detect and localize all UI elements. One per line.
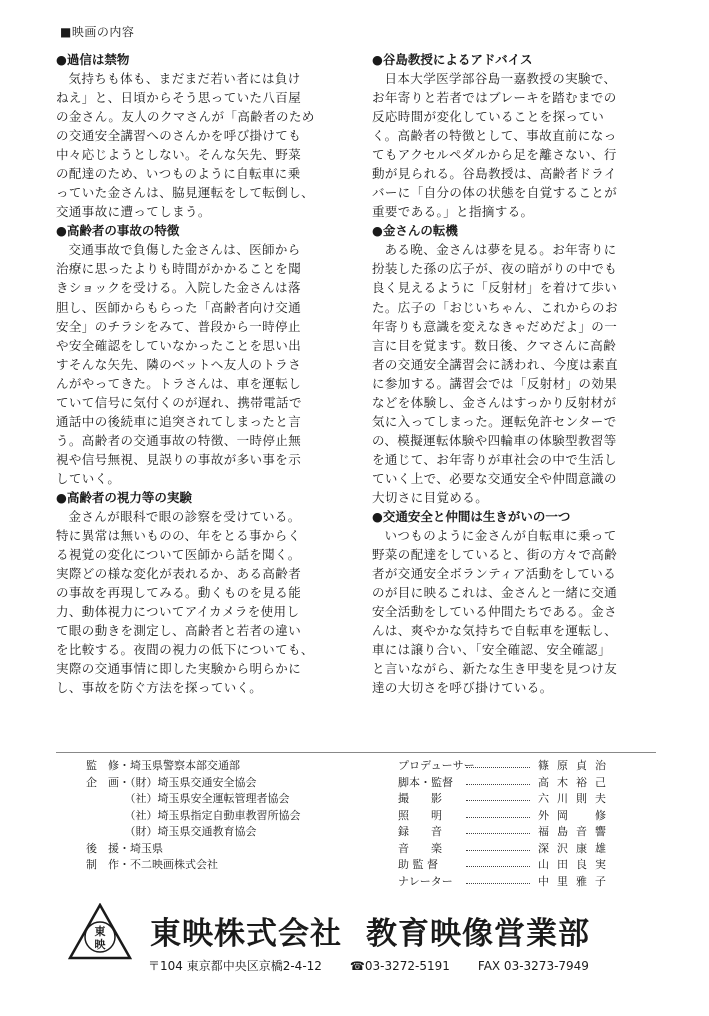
leader-dots <box>466 841 530 851</box>
staff-name: 深沢康雄 <box>538 841 614 855</box>
staff-row <box>398 758 614 775</box>
section-elderly-accident-features <box>56 221 356 488</box>
staff-name: 外岡 修 <box>538 808 614 822</box>
left-column <box>56 50 356 697</box>
leader-dots <box>466 808 530 818</box>
staff-name: 山田良実 <box>538 858 614 871</box>
company-banner <box>150 908 590 953</box>
credit-line: 後 援・埼玉県 <box>86 841 163 855</box>
credits-organizations <box>86 758 301 874</box>
leader-dots <box>466 791 530 801</box>
svg-text:東: 東 <box>94 925 106 938</box>
section-overconfidence <box>56 50 356 221</box>
staff-role: 助 監 督 <box>398 858 438 871</box>
contact-line <box>148 957 617 974</box>
staff-row <box>398 791 614 808</box>
section-safety-and-friends <box>372 507 678 697</box>
section-heading: ●交通安全と仲間は生きがいの一つ <box>372 509 571 525</box>
leader-dots <box>466 775 530 785</box>
credit-line: （財）埼玉県交通教育協会 <box>86 825 257 838</box>
credit-line: 企 画・（財）埼玉県交通安全協会 <box>86 775 257 789</box>
page-heading: ■映画の内容 <box>60 25 135 39</box>
staff-role: 脚本・監督 <box>398 775 453 789</box>
phone-number: ☎03-3272-5191 <box>349 959 450 973</box>
section-body: いつものように金さんが自転車に乗って 野菜の配達をしていると、街の方々で高齢 者が交通安全ボランティア活動をしている のが目に映るこれは、金さんと一緒に交通 安全活動をしている仲間たちである。金さ んは、爽やかな気持ちで自転車を運転し、 車には譲り合い、「安全確認、安全確認」 と言いながら、新たな生き甲斐を見つけ友 達の大切さを呼び掛けている。 <box>372 528 618 696</box>
right-column <box>372 50 678 697</box>
leader-dots <box>466 758 530 768</box>
fax-number: FAX 03-3273-7949 <box>477 959 589 973</box>
leader-dots <box>466 857 530 867</box>
section-professor-advice <box>372 50 678 221</box>
toei-logo <box>68 903 132 961</box>
staff-row <box>398 824 614 841</box>
section-body: ある晩、金さんは夢を見る。お年寄りに 扮装した孫の広子が、夜の暗がりの中でも 良く見えるように「反射材」を着けて歩い た。広子の「おじいちゃん、これからのお 年寄りも意識を変えなきゃだめだよ」の一 言に目を覚ます。数日後、クマさんに高齢 者の交通安全講習会に誘われ、今度は素直 に参加する。講習会では「反射材」の効果 などを体験し、金さんはすっかり反射材が 気に入ってしまった。運転免許センターで の、模擬運転体験や四輪車の体験型教習等 を通じて、お年寄りが車社会の中で生活し ていく上で、必要な交通安全や仲間意識の 大切さに目覚める。 <box>372 242 618 505</box>
leader-dots <box>466 874 530 884</box>
section-body: 日本大学医学部谷島一嘉教授の実験で、 お年寄りと若者ではブレーキを踏むまでの 反応時間が変化していることを探ってい く。高齢者の特徴として、事故直前になっ てもアクセルペダルから足を離さない、行 動が見られる。谷島教授は、高齢者ドライ バーに「自分の体の状態を自覚することが 重要である。」と指摘する。 <box>372 71 618 220</box>
section-heading: ●過信は禁物 <box>56 52 130 67</box>
staff-role: プロデューサー <box>398 759 475 772</box>
staff-role: ナレーター <box>398 874 453 888</box>
credit-line: （社）埼玉県安全運転管理者協会 <box>86 792 290 805</box>
staff-row <box>398 808 614 825</box>
section-heading: ●金さんの転機 <box>372 223 458 239</box>
staff-name: 六川則夫 <box>538 792 614 805</box>
leader-dots <box>466 824 530 834</box>
staff-name: 福島音響 <box>538 825 614 838</box>
staff-row <box>398 775 614 792</box>
staff-row <box>398 874 614 891</box>
staff-role: 録 音 <box>398 825 442 838</box>
credit-line: （社）埼玉県指定自動車教習所協会 <box>86 808 301 822</box>
section-body: 交通事故で負傷した金さんは、医師から 治療に思ったよりも時間がかかることを聞 きショックを受ける。入院した金さんは落 胆し、医師からもらった「高齢者向け交通 安全」のチラシをみて、普段から一時停止 や安全確認をしていなかったことを思い出 すそんな矢先、隣のベットへ友人のトラさ んがやってきた。トラさんは、車を運転し ていて信号に気付くのが遅れ、携帯電話で 通話中の後続車に追突されてしまったと言 う。高齢者の交通事故の特徴、一時停止無 視や信号無視、見誤りの事故が多い事を示 していく。 <box>56 242 302 486</box>
staff-role: 撮 影 <box>398 792 442 805</box>
section-heading: ●高齢者の事故の特徴 <box>56 223 180 239</box>
staff-name: 中里雅子 <box>538 874 614 888</box>
staff-row <box>398 841 614 858</box>
staff-role: 照 明 <box>398 808 442 822</box>
svg-text:映: 映 <box>94 938 106 951</box>
divider <box>56 752 656 753</box>
postal-address: 〒104 東京都中央区京橋2-4-12 <box>148 959 322 973</box>
staff-name: 高木裕己 <box>538 775 614 789</box>
credit-line: 制 作・不二映画株式会社 <box>86 858 218 871</box>
company-department: 教育映像営業部 <box>366 916 590 952</box>
staff-name: 篠原貞治 <box>538 759 614 772</box>
section-body: 金さんが眼科で眼の診察を受けている。 特に異常は無いものの、年をとる事からく る視覚の変化について医師から話を聞く。 実際どの様な変化が表れるか、ある高齢者 の事故を再現してみる。動くものを見る能 力、動体視力についてアイカメラを使用し て眼の動きを測定し、高齢者と若者の違い を比較する。夜間の視力の低下についても、 実際の交通事情に即した実験から明らかに し、事故を防ぐ方法を探っていく。 <box>56 508 314 696</box>
credit-line: 監 修・埼玉県警察本部交通部 <box>86 759 240 772</box>
staff-role: 音 楽 <box>398 841 442 855</box>
staff-row <box>398 857 614 874</box>
company-name: 東映株式会社 <box>150 916 342 952</box>
section-heading: ●高齢者の視力等の実験 <box>56 489 192 505</box>
section-body: 気持ちも体も、まだまだ若い者には負け ねえ」と、日頃からそう思っていた八百屋 の金さん。友人のクマさんが「高齢者のため の交通安全講習へのさんかを呼び掛けても 中々応じようとしない。そんな矢先、野菜 の配達のため、いつものように自転車に乗 っていた金さんは、脇見運転をして転倒し、 交通事故に遭ってしまう。 <box>56 71 315 220</box>
credits-staff <box>398 758 614 890</box>
section-turning-point <box>372 221 678 507</box>
section-vision-experiment <box>56 488 356 697</box>
section-heading: ●谷島教授によるアドバイス <box>372 52 533 67</box>
